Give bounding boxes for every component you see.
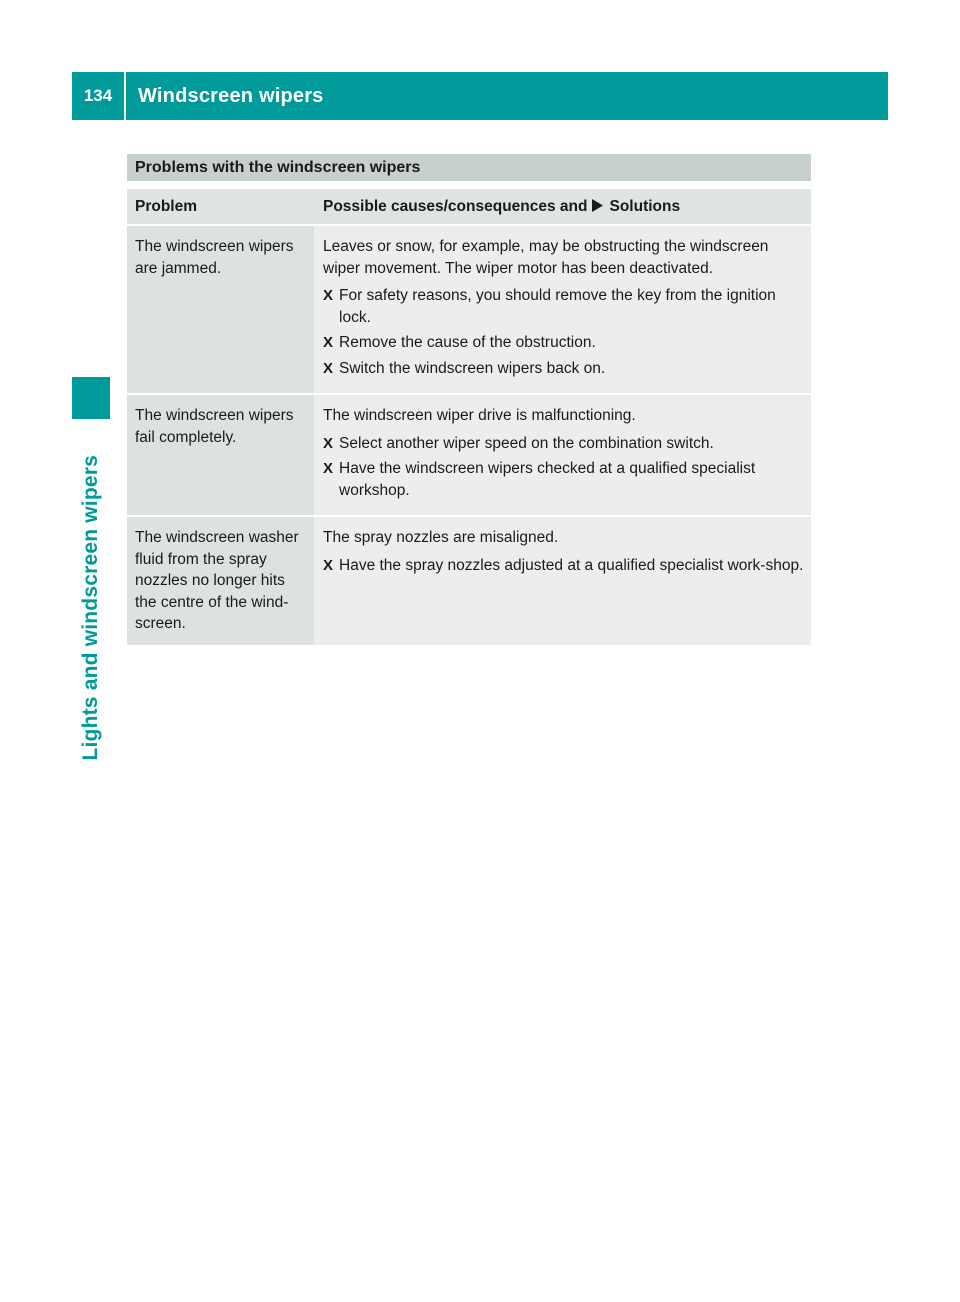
action-step-text: Have the windscreen wipers checked at a qualified specialist workshop. [339, 460, 756, 499]
page-header [72, 72, 888, 120]
problem-cell: The windscreen washer fluid from the spray nozzles no longer hits the centre of the wind-screen. [127, 517, 314, 645]
page-number: 134 [72, 72, 126, 120]
action-step [323, 433, 805, 455]
table-header-row [127, 189, 811, 224]
action-step [323, 332, 805, 354]
table-row [127, 515, 811, 645]
problem-cell: The windscreen wipers are jammed. [127, 226, 314, 393]
solution-cell [314, 517, 811, 645]
table-row [127, 393, 811, 515]
action-step-icon: X [323, 287, 334, 304]
table-title: Problems with the windscreen wipers [127, 154, 811, 181]
action-step-icon: X [323, 434, 334, 452]
problem-cell: The windscreen wipers fail completely. [127, 395, 314, 515]
action-step [323, 358, 805, 380]
action-step [323, 458, 805, 501]
cause-text: The spray nozzles are misaligned. [323, 529, 559, 546]
action-step-text: For safety reasons, you should remove the key from the ignition lock. [339, 287, 776, 326]
column-header-solutions-suffix: Solutions [609, 197, 681, 215]
action-step-text: Select another wiper speed on the combination switch. [339, 434, 714, 452]
action-step [323, 555, 805, 577]
action-step-text: Have the spray nozzles adjusted at a qualified specialist work-shop. [339, 556, 804, 574]
column-header-problem: Problem [135, 197, 198, 215]
play-arrow-icon [592, 199, 603, 215]
section-title-text: Lights and windscreen wipers [79, 454, 102, 760]
section-tab-marker [72, 377, 110, 419]
column-header-solutions [314, 198, 811, 216]
problems-table [127, 154, 811, 645]
action-step-text: Remove the cause of the obstruction. [339, 334, 596, 351]
action-step-icon: X [323, 334, 334, 351]
solution-cell [314, 395, 811, 515]
action-step-text: Switch the windscreen wipers back on. [339, 359, 606, 377]
solution-cell [314, 226, 811, 393]
table-row [127, 224, 811, 393]
action-step-icon: X [323, 556, 334, 574]
action-step [323, 285, 805, 328]
section-title-vertical [72, 430, 110, 760]
cause-text: Leaves or snow, for example, may be obstructing the windscreen wiper movement. The wiper motor has been deactivated. [323, 238, 769, 277]
action-step-icon: X [323, 460, 334, 477]
action-step-icon: X [323, 359, 334, 377]
cause-text: The windscreen wiper drive is malfunctioning. [323, 407, 636, 424]
column-header-solutions-prefix: Possible causes/consequences and [323, 197, 588, 215]
page-title: Windscreen wipers [138, 84, 324, 107]
